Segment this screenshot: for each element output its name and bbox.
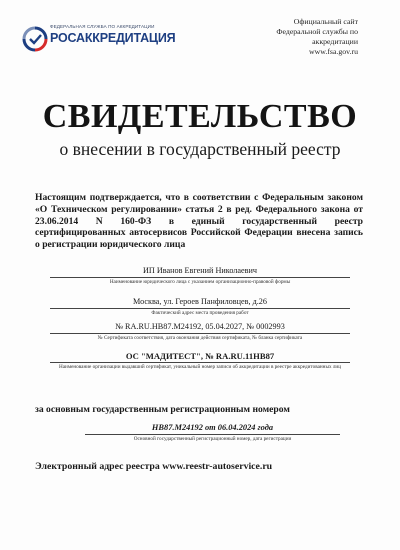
field-address (50, 297, 350, 316)
registration-label: за основным государственным регистрационным номером (35, 404, 290, 415)
field-underline (50, 333, 350, 334)
field-caption: Фактический адрес места проведения работ (151, 310, 249, 316)
field-value: ИП Иванов Евгений Николаевич (142, 266, 258, 275)
field-underline (85, 434, 340, 435)
intro-paragraph: Настоящим подтверждается, что в соответствии с Федеральным законом «О Техническом регулировании» статья 2 в ред. Федерального закона от 23.06.2014 N 160-ФЗ в единый государственный реестр сертифицированных автосервисов Российской Федерации внесена запись о регистрации юридического лица (35, 192, 363, 251)
field-caption: Наименование юридического лица с указанием организационно-правовой формы (109, 279, 291, 285)
field-registration-number (85, 423, 340, 442)
field-caption: № Сертификата соответствия, дата окончания действия сертификата, № бланка сертификата (97, 335, 303, 341)
field-underline (50, 362, 350, 363)
registry-address: Электронный адрес реестра www.reestr-autoservice.ru (35, 461, 273, 472)
document-subtitle: о внесении в государственный реестр (59, 139, 341, 159)
logo-title: РОСАККРЕДИТАЦИЯ (50, 31, 176, 45)
registration-value: HB87.M24192 от 06.04.2024 года (151, 423, 274, 432)
field-value: ОС "МАДИТЕСТ", № RA.RU.11HB87 (125, 351, 275, 361)
field-value: № RA.RU.HB87.M24192, 05.04.2027, № 0002993 (115, 322, 285, 331)
document-title: СВИДЕТЕЛЬСТВО (42, 98, 358, 135)
field-caption: Основной государственный регистрационный номер, дата регистрации (133, 436, 292, 442)
official-line: Федеральной службы по (276, 27, 358, 36)
field-caption: Наименование организации выдавший сертификат, уникальный номер записи об аккредитации в реестре аккредитованных лиц (59, 364, 341, 370)
field-certificate (50, 322, 350, 341)
logo-subtitle: ФЕДЕРАЛЬНАЯ СЛУЖБА ПО АККРЕДИТАЦИИ (50, 24, 155, 29)
official-site-block (248, 17, 358, 57)
rosaccreditation-emblem-icon (22, 26, 48, 52)
field-legal-name (50, 266, 350, 285)
field-value: Москва, ул. Героев Панфиловцев, д.26 (133, 297, 267, 306)
official-url: www.fsa.gov.ru (308, 47, 358, 56)
official-line: Официальный сайт (293, 17, 358, 26)
rosaccreditation-logo (22, 22, 176, 54)
field-organization (50, 351, 350, 370)
field-underline (50, 277, 350, 278)
field-underline (50, 308, 350, 309)
official-line: аккредитации (312, 37, 358, 46)
